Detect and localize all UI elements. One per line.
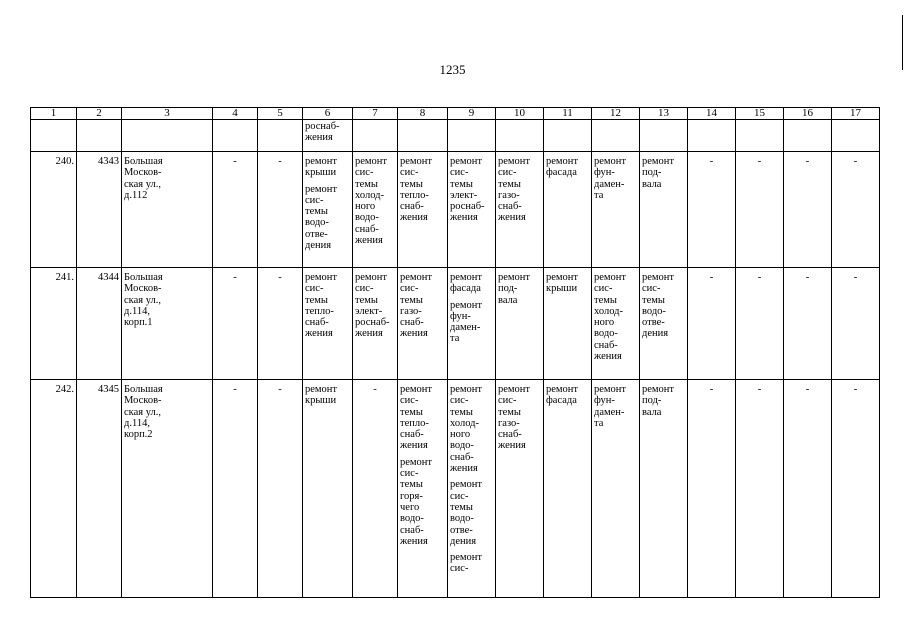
value-dash: - — [853, 384, 858, 395]
work-line: крыши — [305, 395, 337, 407]
column-header: 11 — [544, 108, 592, 120]
work-list — [400, 272, 445, 340]
work-line: сис- — [305, 283, 324, 295]
work-list — [498, 272, 541, 306]
work-line: ремонт — [546, 272, 579, 283]
work-item — [400, 457, 445, 547]
column-header: 15 — [736, 108, 784, 120]
work-line: сис- — [400, 283, 419, 295]
work-line: отве- — [305, 228, 328, 240]
work-cell — [544, 380, 592, 598]
work-line: ремонт — [642, 384, 675, 395]
work-cell — [544, 268, 592, 380]
work-line: темы — [305, 206, 328, 218]
work-line: чего — [400, 501, 420, 513]
work-list — [546, 384, 589, 407]
work-line: ремонт — [305, 272, 338, 283]
work-line: элект- — [355, 305, 383, 317]
work-list — [400, 156, 445, 224]
column-header: 10 — [496, 108, 544, 120]
address-line: Москов- — [124, 283, 162, 295]
work-cell — [592, 152, 640, 268]
work-line: темы — [498, 178, 521, 190]
work-line: та — [594, 417, 604, 429]
building-code: 4345 — [98, 384, 119, 395]
work-line: элект- — [450, 189, 478, 201]
value-dash: - — [233, 272, 237, 283]
work-line: водо- — [642, 305, 666, 317]
table-row — [31, 268, 880, 380]
work-line: снаб- — [498, 201, 522, 213]
value-dash: - — [278, 272, 282, 283]
work-line: жения — [498, 212, 526, 224]
work-line: ного — [355, 201, 376, 213]
work-item — [498, 384, 541, 452]
work-line: ремонт — [450, 156, 483, 167]
address-line: д.112 — [124, 189, 148, 201]
work-list — [642, 384, 685, 418]
work-line: ремонт — [355, 272, 388, 283]
address-line: ская ул., — [124, 294, 161, 306]
work-line: роснаб- — [450, 201, 485, 213]
work-line: ремонт — [305, 183, 338, 195]
value-dash: - — [709, 384, 714, 395]
work-line: тепло- — [400, 417, 429, 429]
work-line: фасада — [546, 167, 577, 179]
value-dash: - — [757, 272, 762, 283]
work-list — [642, 156, 685, 190]
work-line: снаб- — [400, 201, 424, 213]
column-header: 16 — [784, 108, 832, 120]
work-line: газо- — [498, 189, 520, 201]
work-line: фун- — [594, 395, 615, 407]
work-line: водо- — [400, 513, 424, 525]
work-line: дамен- — [594, 178, 625, 190]
address-cell — [122, 152, 213, 268]
value-dash: - — [805, 272, 810, 283]
work-line: сис- — [305, 194, 324, 206]
work-line: ремонт — [498, 156, 531, 167]
work-line: ремонт — [450, 384, 483, 395]
work-line: сис- — [355, 283, 374, 295]
row-number: 242. — [55, 384, 74, 395]
value-dash: - — [757, 156, 762, 167]
work-line: жения — [400, 535, 428, 547]
column-header: 13 — [640, 108, 688, 120]
address-line: корп.1 — [124, 317, 153, 329]
value-dash: - — [233, 384, 237, 395]
repair-schedule-table — [30, 107, 880, 598]
address-line: Москов- — [124, 395, 162, 407]
work-line: ремонт — [450, 479, 483, 491]
work-cell — [592, 268, 640, 380]
column-header: 6 — [303, 108, 353, 120]
work-item — [546, 272, 589, 295]
work-line: под- — [642, 167, 662, 179]
work-list — [450, 384, 493, 575]
work-line: сис- — [400, 468, 419, 480]
work-item — [450, 552, 493, 575]
address-line: Большая — [124, 156, 163, 167]
page-number: 1235 — [439, 62, 466, 77]
work-line: водо- — [355, 212, 379, 224]
work-line: темы — [450, 501, 473, 513]
column-header: 14 — [688, 108, 736, 120]
work-line: тепло- — [400, 189, 429, 201]
work-line: сис- — [355, 167, 374, 179]
work-line: сис- — [450, 395, 469, 407]
work-cell — [353, 152, 398, 268]
address-line: Москов- — [124, 167, 162, 179]
work-line: снаб- — [305, 317, 329, 329]
work-line: ремонт — [450, 552, 483, 564]
work-line: ного — [594, 317, 615, 329]
work-line: жения — [498, 440, 526, 452]
work-cell — [640, 152, 688, 268]
work-line: газо- — [498, 417, 520, 429]
table-row — [31, 152, 880, 268]
work-line: снаб- — [594, 339, 618, 351]
work-line: ремонт — [546, 156, 579, 167]
work-item — [450, 479, 493, 547]
work-item — [400, 272, 445, 340]
work-line: сис- — [450, 167, 469, 179]
work-item — [400, 384, 445, 452]
work-line: водо- — [450, 440, 474, 452]
column-header: 3 — [122, 108, 213, 120]
work-item — [498, 272, 541, 306]
work-item — [450, 300, 493, 345]
work-cell — [544, 152, 592, 268]
column-header: 5 — [258, 108, 303, 120]
work-line: отве- — [450, 524, 473, 536]
work-line: под- — [498, 283, 518, 295]
column-header: 12 — [592, 108, 640, 120]
work-list — [546, 156, 589, 179]
address-line: Большая — [124, 384, 163, 395]
column-number-row — [31, 108, 880, 120]
work-line: газо- — [400, 305, 422, 317]
work-line: дамен- — [450, 322, 481, 334]
address-line: д.114, — [124, 417, 150, 429]
work-line: темы — [498, 406, 521, 418]
work-list — [498, 384, 541, 452]
work-line: темы — [594, 294, 617, 306]
work-line: ремонт — [355, 156, 388, 167]
work-line: сис- — [642, 283, 661, 295]
row-number: 240. — [55, 156, 74, 167]
work-line: сис- — [498, 167, 517, 179]
value-dash: - — [757, 384, 762, 395]
work-item — [305, 272, 350, 340]
work-line: сис- — [450, 563, 469, 575]
work-cell — [303, 152, 353, 268]
work-line: водо- — [305, 217, 329, 229]
work-line: ремонт — [594, 156, 627, 167]
work-line: та — [450, 333, 460, 345]
work-line: под- — [642, 395, 662, 407]
work-item — [450, 272, 493, 295]
work-line: снаб- — [400, 524, 424, 536]
work-line: водо- — [594, 328, 618, 340]
column-header: 8 — [398, 108, 448, 120]
work-line: дения — [642, 328, 669, 340]
work-line: жения — [400, 212, 428, 224]
table-row — [31, 380, 880, 598]
work-line: холод- — [355, 189, 384, 201]
work-line: ремонт — [450, 299, 483, 311]
work-item — [594, 272, 637, 362]
continued-work-cell: роснаб- жения — [303, 120, 353, 152]
work-item — [305, 184, 350, 252]
work-cell — [496, 152, 544, 268]
work-line: снаб- — [355, 223, 379, 235]
work-line: ремонт — [498, 384, 531, 395]
work-line: жения — [450, 463, 478, 475]
work-item — [450, 156, 493, 224]
work-item — [546, 384, 589, 407]
work-line: ремонт — [305, 384, 338, 395]
work-line: снаб- — [400, 429, 424, 441]
work-line: темы — [642, 294, 665, 306]
work-line: вала — [642, 406, 662, 418]
value-dash: - — [853, 272, 858, 283]
work-line: ремонт — [642, 272, 675, 283]
column-header: 9 — [448, 108, 496, 120]
work-cell — [303, 268, 353, 380]
work-line: ремонт — [450, 272, 483, 283]
work-item — [450, 384, 493, 474]
work-line: роснаб- — [355, 317, 390, 329]
work-cell — [448, 268, 496, 380]
work-line: фасада — [450, 283, 481, 295]
value-dash: - — [805, 156, 810, 167]
work-list — [642, 272, 685, 340]
work-item — [642, 384, 685, 418]
address-line: ская ул., — [124, 406, 161, 418]
work-line: та — [594, 189, 604, 201]
work-line: темы — [400, 178, 423, 190]
work-cell — [448, 152, 496, 268]
work-line: темы — [450, 178, 473, 190]
work-line: вала — [498, 294, 518, 306]
work-line: снаб- — [450, 451, 474, 463]
column-header: 17 — [832, 108, 880, 120]
work-line: темы — [450, 406, 473, 418]
work-list — [355, 272, 395, 340]
work-item — [305, 156, 350, 179]
address-block — [124, 384, 210, 440]
work-line: ремонт — [400, 272, 433, 283]
address-block — [124, 156, 210, 201]
work-line: сис- — [450, 490, 469, 502]
work-line: дения — [305, 240, 332, 252]
work-line: темы — [400, 479, 423, 491]
column-header: 7 — [353, 108, 398, 120]
work-cell — [640, 268, 688, 380]
work-list — [450, 156, 493, 224]
building-code: 4344 — [98, 272, 119, 283]
work-line: ремонт — [546, 384, 579, 395]
work-line: крыши — [305, 167, 337, 179]
work-item — [355, 156, 395, 246]
work-line: фун- — [450, 310, 471, 322]
work-list — [594, 156, 637, 201]
work-line: фасада — [546, 395, 577, 407]
work-line: жения — [355, 328, 383, 340]
work-line: фун- — [594, 167, 615, 179]
work-cell — [592, 380, 640, 598]
work-cell — [640, 380, 688, 598]
work-line: крыши — [546, 283, 578, 295]
work-line: отве- — [642, 317, 665, 329]
work-line: дамен- — [594, 406, 625, 418]
work-line: темы — [400, 406, 423, 418]
work-list — [498, 156, 541, 224]
work-line: холод- — [594, 305, 623, 317]
address-cell — [122, 380, 213, 598]
work-line: сис- — [400, 167, 419, 179]
work-line: жения — [594, 351, 622, 363]
work-line: ремонт — [400, 456, 433, 468]
work-cell — [398, 380, 448, 598]
work-list — [355, 156, 395, 246]
work-line: жения — [400, 440, 428, 452]
work-line: жения — [305, 328, 333, 340]
work-line: ремонт — [594, 272, 627, 283]
work-line: ремонт — [498, 272, 531, 283]
work-line: жения — [450, 212, 478, 224]
work-line: ного — [450, 429, 471, 441]
work-line: холод- — [450, 417, 479, 429]
work-cell — [398, 268, 448, 380]
value-dash: - — [709, 272, 714, 283]
work-line: жения — [400, 328, 428, 340]
address-line: ская ул., — [124, 178, 161, 190]
work-line: водо- — [450, 513, 474, 525]
value-dash: - — [805, 384, 810, 395]
work-cell — [496, 268, 544, 380]
work-line: темы — [355, 294, 378, 306]
work-line: ремонт — [400, 156, 433, 167]
work-item — [594, 384, 637, 429]
column-header: 1 — [31, 108, 77, 120]
work-line: ремонт — [642, 156, 675, 167]
address-line: корп.2 — [124, 429, 153, 441]
work-cell — [398, 152, 448, 268]
value-dash: - — [373, 384, 377, 395]
work-line: темы — [355, 178, 378, 190]
work-cell — [448, 380, 496, 598]
work-list — [546, 272, 589, 295]
value-dash: - — [233, 156, 237, 167]
work-list — [305, 156, 350, 251]
work-line: темы — [400, 294, 423, 306]
work-cell — [496, 380, 544, 598]
work-item — [642, 156, 685, 190]
work-line: снаб- — [400, 317, 424, 329]
work-list — [305, 384, 350, 407]
work-item — [305, 384, 350, 407]
work-line: ремонт — [400, 384, 433, 395]
continuation-row — [31, 120, 880, 152]
value-dash: - — [853, 156, 858, 167]
work-cell — [303, 380, 353, 598]
address-cell — [122, 268, 213, 380]
work-item — [498, 156, 541, 224]
work-line: горя- — [400, 490, 423, 502]
work-line: ремонт — [594, 384, 627, 395]
work-line: вала — [642, 178, 662, 190]
work-line: сис- — [400, 395, 419, 407]
address-line: Большая — [124, 272, 163, 283]
work-line: сис- — [498, 395, 517, 407]
work-item — [400, 156, 445, 224]
work-item — [546, 156, 589, 179]
work-item — [594, 156, 637, 201]
work-item — [642, 272, 685, 340]
work-line: жения — [355, 235, 383, 247]
work-list — [594, 272, 637, 362]
building-code: 4343 — [98, 156, 119, 167]
work-list — [450, 272, 493, 345]
value-dash: - — [278, 384, 282, 395]
work-line: тепло- — [305, 305, 334, 317]
work-list — [400, 384, 445, 547]
work-cell — [353, 268, 398, 380]
work-list — [594, 384, 637, 429]
value-dash: - — [709, 156, 714, 167]
column-header: 2 — [77, 108, 122, 120]
row-number: 241. — [55, 272, 74, 283]
work-list — [305, 272, 350, 340]
address-line: д.114, — [124, 305, 150, 317]
work-item — [355, 272, 395, 340]
column-header: 4 — [213, 108, 258, 120]
work-line: ремонт — [305, 156, 338, 167]
work-line: сис- — [594, 283, 613, 295]
address-block — [124, 272, 210, 328]
value-dash: - — [278, 156, 282, 167]
work-line: темы — [305, 294, 328, 306]
work-line: снаб- — [498, 429, 522, 441]
work-line: дения — [450, 535, 477, 547]
